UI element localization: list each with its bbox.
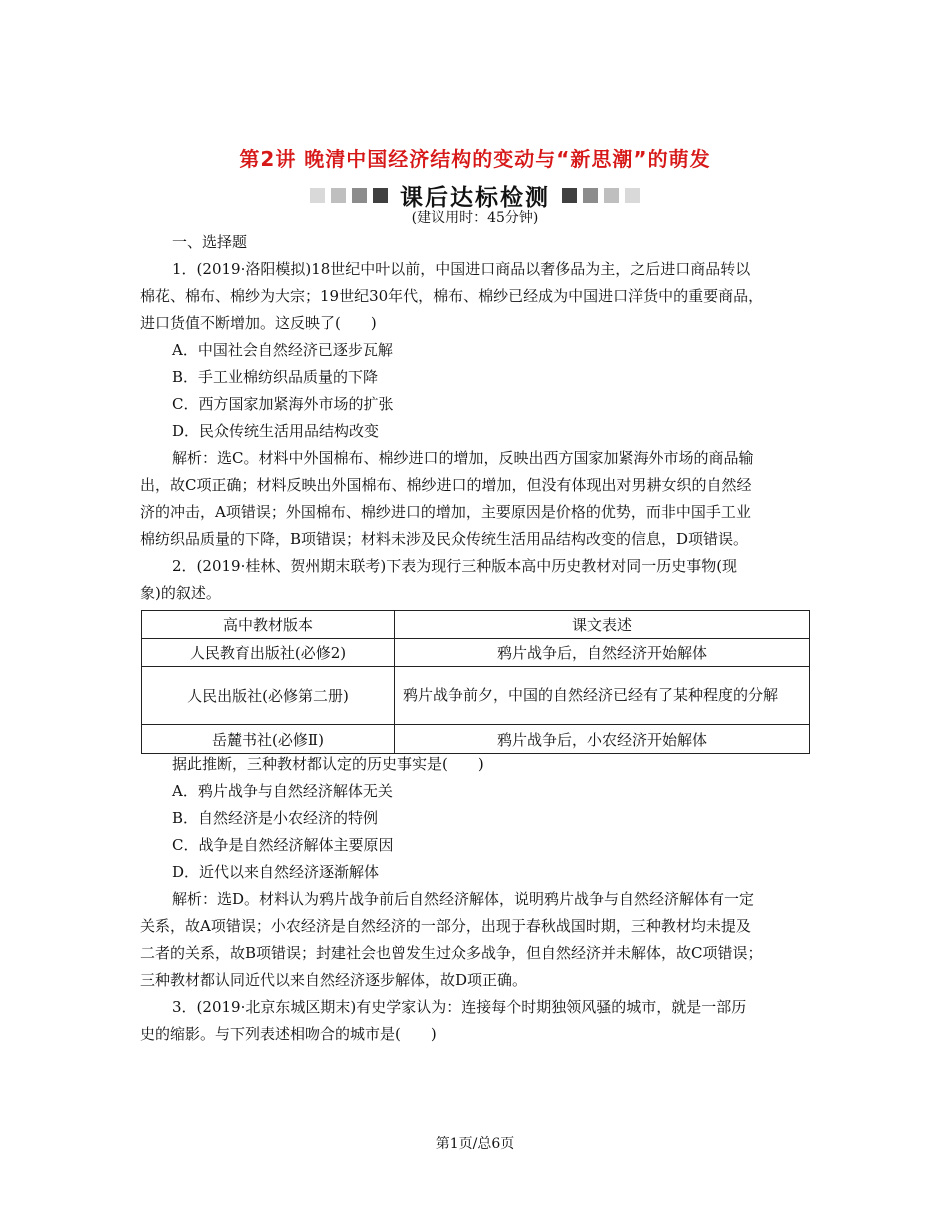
q2-question-line: 据此推断，三种教材都认定的历史事实是( ) [172, 755, 484, 773]
table-cell: 鸦片战争前夕，中国的自然经济已经有了某种程度的分解 [395, 667, 810, 725]
q3-stem-line: 3．(2019·北京东城区期末)有史学家认为：连接每个时期独领风骚的城市，就是一部历 [172, 998, 747, 1016]
table-header-cell: 高中教材版本 [142, 611, 395, 639]
table-cell: 岳麓书社(必修Ⅱ) [142, 725, 395, 754]
q2-option-d: D．近代以来自然经济逐渐解体 [172, 863, 380, 881]
decor-square [352, 188, 367, 203]
page-number: 第1页/总6页 [435, 1136, 515, 1152]
q1-analysis-line: 棉纺织品质量的下降，B项错误；材料未涉及民众传统生活用品结构改变的信息，D项错误。 [140, 530, 749, 548]
q2-analysis-line: 三种教材都认同近代以来自然经济逐步解体，故D项正确。 [140, 971, 528, 989]
table-header-row [142, 611, 810, 639]
table-row [142, 725, 810, 754]
q2-analysis-line: 二者的关系，故B项错误；封建社会也曾发生过众多战争，但自然经济并未解体，故C项错误； [140, 944, 763, 962]
q1-analysis-line: 济的冲击，A项错误；外国棉布、棉纱进口的增加，主要原因是价格的优势，而非中国手工业 [140, 503, 751, 521]
q2-option-c: C．战争是自然经济解体主要原因 [172, 836, 394, 854]
q1-option-c: C．西方国家加紧海外市场的扩张 [172, 395, 394, 413]
decor-square [373, 188, 388, 203]
banner-title: 课后达标检测 [400, 185, 550, 211]
q1-option-a: A．中国社会自然经济已逐步瓦解 [172, 341, 393, 359]
decor-square [583, 188, 598, 203]
textbook-comparison-table [141, 610, 810, 754]
suggested-time: (建议用时：45分钟) [411, 210, 539, 226]
decor-square [331, 188, 346, 203]
table-cell: 人民出版社(必修第二册) [142, 667, 395, 725]
q2-analysis-line: 关系，故A项错误；小农经济是自然经济的一部分，出现于春秋战国时期，三种教材均未提及 [140, 917, 751, 935]
q1-option-d: D．民众传统生活用品结构改变 [172, 422, 380, 440]
q3-stem-line: 史的缩影。与下列表述相吻合的城市是( ) [140, 1025, 437, 1043]
q2-option-b: B．自然经济是小农经济的特例 [172, 809, 379, 827]
q1-option-b: B．手工业棉纺织品质量的下降 [172, 368, 379, 386]
page-title: 第2讲 晚清中国经济结构的变动与“新思潮”的萌发 [239, 147, 711, 171]
section-heading: 一、选择题 [172, 233, 248, 251]
table-header-cell: 课文表述 [395, 611, 810, 639]
table-cell: 鸦片战争后，小农经济开始解体 [395, 725, 810, 754]
decor-square [625, 188, 640, 203]
decor-square [310, 188, 325, 203]
table-row [142, 667, 810, 725]
table-cell: 鸦片战争后，自然经济开始解体 [395, 639, 810, 667]
decor-square [562, 188, 577, 203]
decor-square [604, 188, 619, 203]
q1-analysis-line: 出，故C项正确；材料反映出外国棉布、棉纱进口的增加，但没有体现出对男耕女织的自然经 [140, 476, 752, 494]
q2-option-a: A．鸦片战争与自然经济解体无关 [172, 782, 393, 800]
table-row [142, 639, 810, 667]
q1-analysis-line: 解析：选C。材料中外国棉布、棉纱进口的增加，反映出西方国家加紧海外市场的商品输 [172, 449, 754, 467]
q1-stem-line: 进口货值不断增加。这反映了( ) [140, 314, 377, 332]
q1-stem-line: 棉花、棉布、棉纱为大宗；19世纪30年代，棉布、棉纱已经成为中国进口洋货中的重要商品， [140, 287, 764, 305]
q2-analysis-line: 解析：选D。材料认为鸦片战争前后自然经济解体，说明鸦片战争与自然经济解体有一定 [172, 890, 755, 908]
q2-stem-line: 象)的叙述。 [140, 584, 221, 602]
table-cell: 人民教育出版社(必修2) [142, 639, 395, 667]
q1-stem-line: 1．(2019·洛阳模拟)18世纪中叶以前，中国进口商品以奢侈品为主，之后进口商品转以 [172, 260, 751, 278]
q2-stem-line: 2．(2019·桂林、贺州期末联考)下表为现行三种版本高中历史教材对同一历史事物(现 [172, 557, 738, 575]
